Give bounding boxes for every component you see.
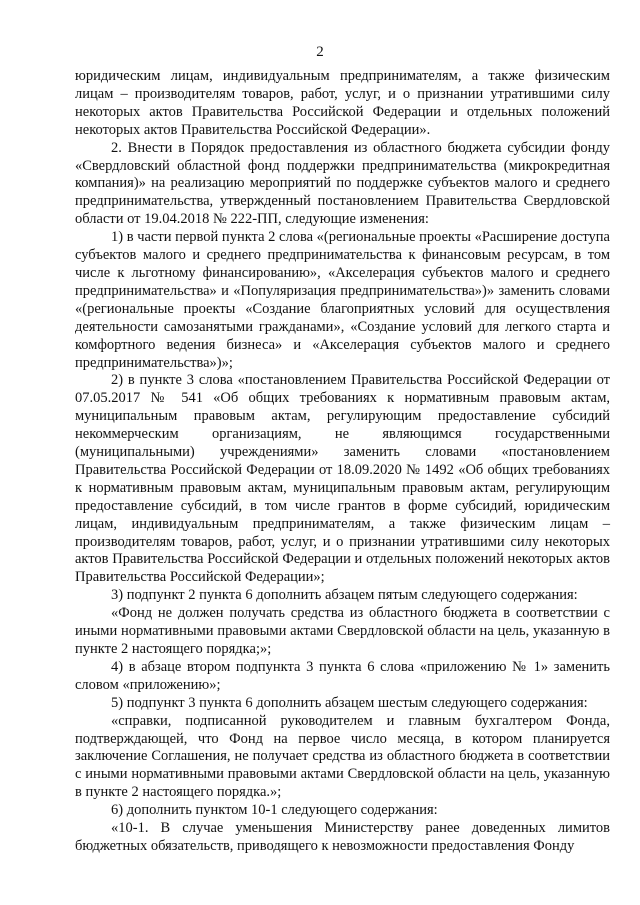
document-body	[75, 68, 610, 856]
paragraph-subitem-2: 2) в пункте 3 слова «постановлением Правительства Российской Федерации от 07.05.2017 № 541 «Об общих требованиях к нормативным правовым актам, муниципальным правовым актам, регулирующим предоставление субсидий некоммерческим организациям, не являющимся государственными (муниципальными) учреждениями» заменить словами «постановлением Правительства Российской Федерации от 18.09.2020 № 1492 «Об общих требованиях к нормативным правовым актам, муниципальным правовым актам, регулирующим предоставление субсидий, в том числе грантов в форме субсидий, юридическим лицам, индивидуальным предпринимателям, а также физическим лицам – производителям товаров, работ, услуг, и о признании утратившими силу некоторых актов Правительства Российской Федерации и отдельных положений некоторых актов Правительства Российской Федерации»;	[75, 372, 610, 586]
paragraph-item-2: 2. Внести в Порядок предоставления из областного бюджета субсидии фонду «Свердловский областной фонд поддержки предпринимательства (микрокредитная компания)» на реализацию мероприятий по поддержке субъектов малого и среднего предпринимательства, утвержденный постановлением Правительства Свердловской области от 19.04.2018 № 222-ПП, следующие изменения:	[75, 139, 610, 228]
paragraph-subitem-4: 4) в абзаце втором подпункта 3 пункта 6 слова «приложению № 1» заменить словом «приложению»;	[75, 658, 610, 693]
paragraph-subitem-3: 3) подпункт 2 пункта 6 дополнить абзацем пятым следующего содержания:	[111, 587, 578, 604]
paragraph-quote-6: «10-1. В случае уменьшения Министерству ранее доведенных лимитов бюджетных обязательств, приводящего к невозможности предоставления Фонду	[75, 820, 610, 854]
paragraph-subitem-1: 1) в части первой пункта 2 слова «(региональные проекты «Расширение доступа субъектов малого и среднего предпринимательства к финансовым ресурсам, в том числе к льготному финансированию», «Акселерация субъектов малого и среднего предпринимательства» и «Популяризация предпринимательства»)» заменить словами «(региональные проекты «Создание благоприятных условий для осуществления деятельности самозанятыми гражданами», «Создание условий для легкого старта и комфортного ведения бизнеса» и «Акселерация субъектов малого и среднего предпринимательства»)»;	[75, 229, 610, 371]
paragraph-quote-3: «Фонд не должен получать средства из областного бюджета в соответствии с иными нормативными правовыми актами Свердловской области на цель, указанную в пункте 2 настоящего порядка;»;	[75, 605, 610, 657]
paragraph-continuation: юридическим лицам, индивидуальным предпринимателям, а также физическим лицам – производителям товаров, работ, услуг, и о признании утратившими силу некоторых актов Правительства Российской Федерации и отдельных положений некоторых актов Правительства Российской Федерации».	[75, 68, 610, 138]
paragraph-quote-5: «справки, подписанной руководителем и главным бухгалтером Фонда, подтверждающей, что Фонд на первое число месяца, в котором планируется заключение Соглашения, не получает средства из областного бюджета в соответствии с иными нормативными правовыми актами Свердловской области на цель, указанную в пункте 2 настоящего порядка.»;	[75, 712, 610, 801]
page-number: 2	[316, 44, 324, 60]
paragraph-subitem-6: 6) дополнить пунктом 10-1 следующего содержания:	[111, 802, 438, 819]
paragraph-subitem-5: 5) подпункт 3 пункта 6 дополнить абзацем шестым следующего содержания:	[111, 694, 588, 711]
